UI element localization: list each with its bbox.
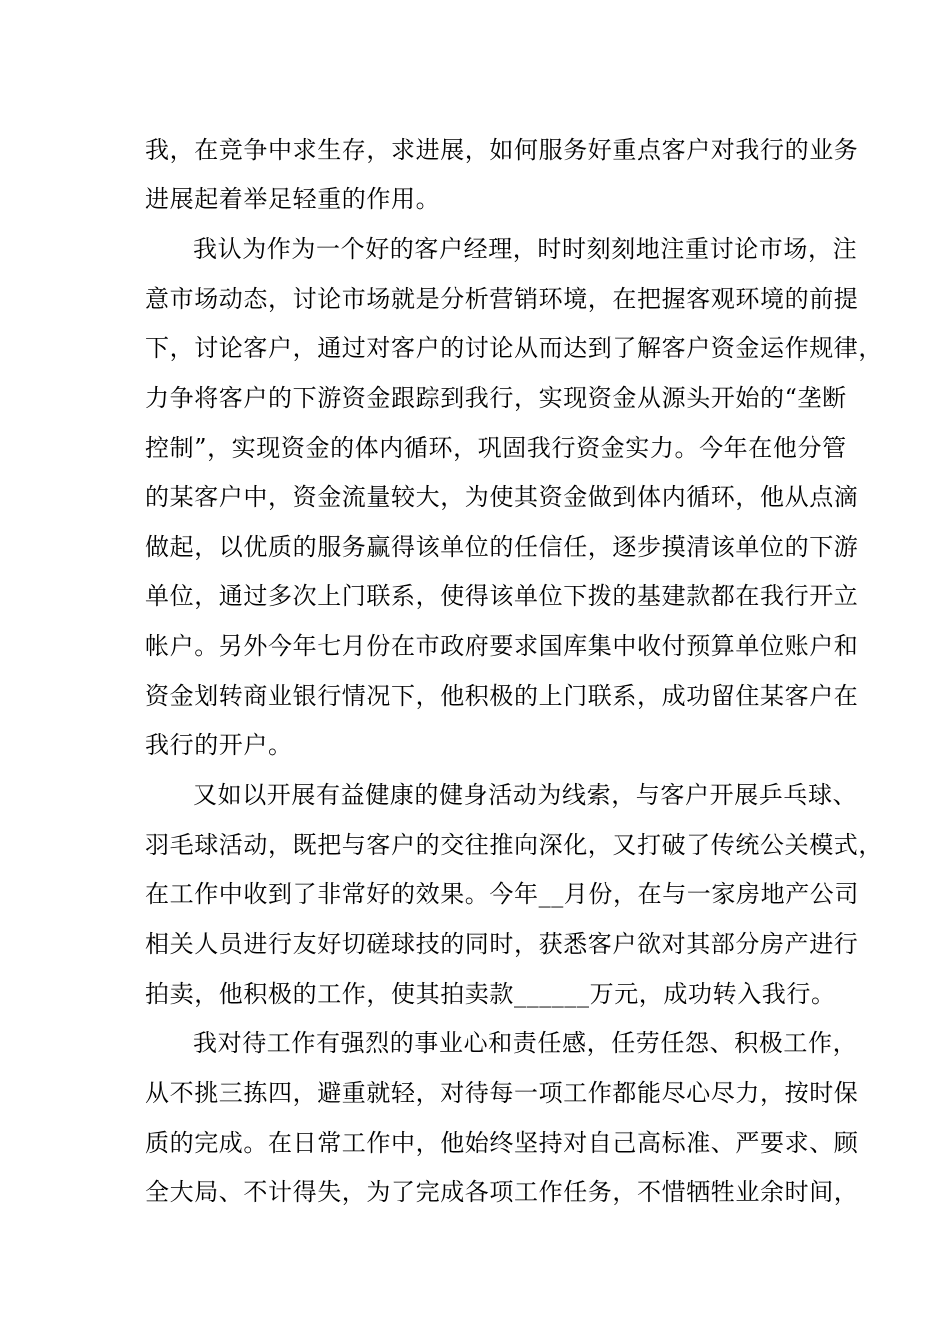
text-line: 的某客户中，资金流量较大，为使其资金做到体内循环，他从点滴: [145, 483, 859, 511]
text-line: 相关人员进行友好切磋球技的同时，获悉客户欲对其部分房产进行: [145, 930, 859, 958]
text-line: 资金划转商业银行情况下，他积极的上门联系，成功留住某客户在: [145, 682, 859, 710]
text-line: 进展起着举足轻重的作用。: [145, 185, 441, 213]
text-line: 从不挑三拣四，避重就轻，对待每一项工作都能尽心尽力，按时保: [145, 1079, 859, 1107]
text-line: 我，在竞争中求生存，求进展，如何服务好重点客户对我行的业务: [145, 136, 859, 164]
paragraph-first-line: 我认为作为一个好的客户经理，时时刻刻地注重讨论市场，注: [193, 235, 858, 263]
text-line: 做起，以优质的服务赢得该单位的任信任，逐步摸清该单位的下游: [145, 533, 859, 561]
text-line: 拍卖，他积极的工作，使其拍卖款______万元，成功转入我行。: [145, 980, 836, 1008]
text-line: 羽毛球活动，既把与客户的交往推向深化，又打破了传统公关模式，: [145, 831, 883, 859]
text-line: 下，讨论客户，通过对客户的讨论从而达到了解客户资金运作规律，: [145, 334, 883, 362]
text-line: 在工作中收到了非常好的效果。今年__月份，在与一家房地产公司: [145, 880, 859, 908]
text-line: 帐户。另外今年七月份在市政府要求国库集中收付预算单位账户和: [145, 632, 859, 660]
text-line: 质的完成。在日常工作中，他始终坚持对自己高标准、严要求、顾: [145, 1129, 859, 1157]
paragraph-first-line: 我对待工作有强烈的事业心和责任感，任劳任怨、积极工作，: [193, 1029, 858, 1057]
text-line: 全大局、不计得失，为了完成各项工作任务，不惜牺牲业余时间，: [145, 1178, 859, 1206]
paragraph-first-line: 又如以开展有益健康的健身活动为线索，与客户开展乒乓球、: [193, 781, 858, 809]
text-line: 单位，通过多次上门联系，使得该单位下拨的基建款都在我行开立: [145, 582, 859, 610]
text-line: 力争将客户的下游资金跟踪到我行，实现资金从源头开始的“垄断: [145, 384, 847, 412]
text-line: 我行的开户。: [145, 731, 293, 759]
text-line: 意市场动态，讨论市场就是分析营销环境，在把握客观环境的前提: [145, 285, 859, 313]
text-line: 控制”，实现资金的体内循环，巩固我行资金实力。今年在他分管: [145, 434, 847, 462]
